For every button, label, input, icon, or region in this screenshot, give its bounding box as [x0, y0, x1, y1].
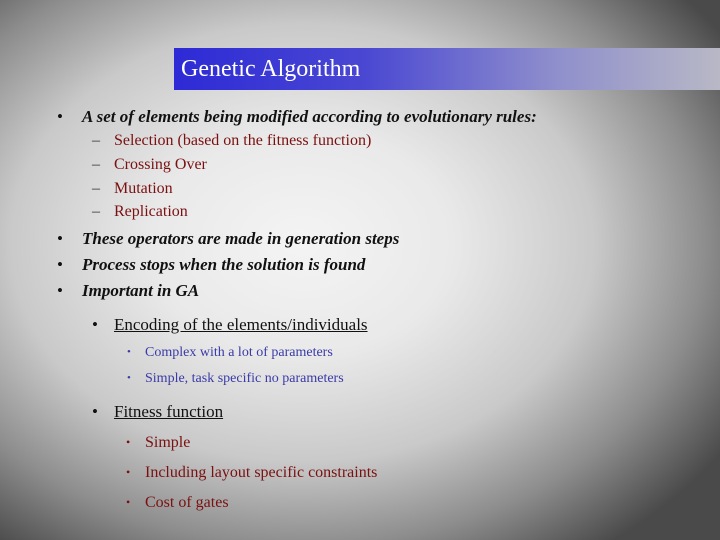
operator-label: Selection (based on the fitness function) — [114, 132, 372, 149]
operator-label: Replication — [114, 203, 188, 220]
fitness-item-layout-constraints — [126, 464, 378, 482]
operator-item-mutation — [92, 180, 173, 198]
fitness-item-text: Simple — [145, 434, 191, 451]
encoding-item-complex — [127, 345, 333, 361]
dash-marker: – — [92, 203, 100, 220]
point-text: Important in GA — [82, 281, 200, 300]
dash-marker: – — [92, 132, 100, 149]
slide-title-text: Genetic Algorithm — [181, 56, 361, 82]
point-generation-steps — [57, 229, 400, 249]
operator-item-replication — [92, 203, 188, 221]
bullet-marker: • — [127, 346, 131, 358]
dash-marker: – — [92, 156, 100, 173]
point-text: Process stops when the solution is found — [82, 255, 366, 274]
bullet-marker: • — [126, 465, 131, 479]
fitness-item-cost-of-gates — [126, 494, 229, 512]
point-important — [57, 281, 200, 301]
operator-label: Mutation — [114, 180, 173, 197]
encoding-item-simple — [127, 371, 344, 387]
operator-label: Crossing Over — [114, 156, 207, 173]
bullet-marker: • — [126, 495, 131, 509]
bullet-marker: • — [57, 281, 63, 300]
fitness-heading — [92, 402, 224, 422]
bullet-marker: • — [57, 255, 63, 274]
intro-bullet — [57, 107, 537, 127]
point-text: These operators are made in generation steps — [82, 229, 400, 248]
fitness-item-text: Cost of gates — [145, 494, 229, 511]
bullet-marker: • — [57, 107, 63, 126]
fitness-item-text: Including layout specific constraints — [145, 464, 378, 481]
encoding-heading-text: Encoding of the elements/individuals — [114, 315, 368, 334]
bullet-marker: • — [92, 315, 98, 334]
encoding-heading — [92, 315, 368, 335]
fitness-item-simple — [126, 434, 191, 452]
slide-title — [174, 48, 720, 90]
bullet-marker: • — [127, 372, 131, 384]
operator-item-selection — [92, 132, 372, 150]
encoding-item-text: Simple, task specific no parameters — [145, 371, 344, 386]
bullet-marker: • — [126, 435, 131, 449]
bullet-marker: • — [92, 402, 98, 421]
fitness-heading-text: Fitness function — [114, 402, 224, 421]
point-stop-condition — [57, 255, 366, 275]
operator-item-crossing-over — [92, 156, 207, 174]
bullet-marker: • — [57, 229, 63, 248]
intro-text: A set of elements being modified according to evolutionary rules: — [82, 107, 537, 126]
encoding-item-text: Complex with a lot of parameters — [145, 345, 333, 360]
dash-marker: – — [92, 180, 100, 197]
